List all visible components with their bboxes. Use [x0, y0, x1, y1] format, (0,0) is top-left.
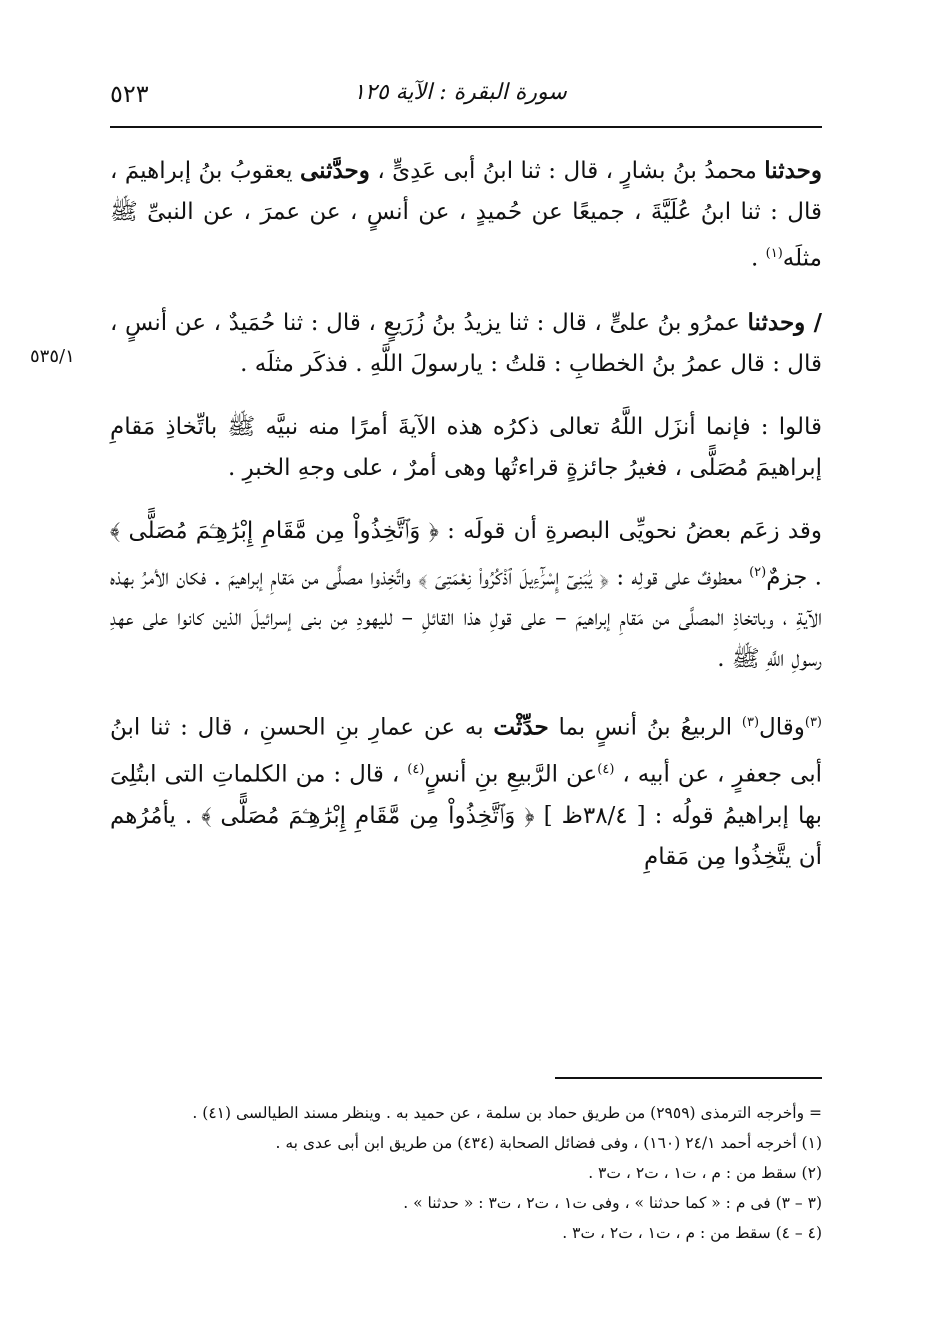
- footnote-2: (٢) سقط من : م ، ت١ ، ت٢ ، ت٣ .: [588, 1164, 822, 1182]
- text-run: وقال: [759, 714, 805, 741]
- text-run: معطوفٌ على قولِه : ﴿ يَٰبَنِىٓ إِسْرَٰٓءِيلَ ٱذْكُرُواْ نِعْمَتِىَ ﴾ واتَّخِذوا مصلًّى من مَقامِ إبراهيمَ . فكان الأمرُ بهذه الآيةِ ، وباتخاذِ المصلَّى من مَقامِ إبراهيمَ – على قولِ هذا القائلِ – لليهودِ مِن بنى إسرائيلَ الذين كانوا على عهدِ رسولِ اللَّهِ ﷺ .: [110, 564, 822, 673]
- paragraph-4: [110, 511, 822, 681]
- page-number: ٥٢٣: [110, 80, 149, 108]
- footnote-marker: (٣): [741, 715, 760, 731]
- text-run: .: [751, 245, 766, 272]
- footnotes: [110, 1098, 822, 1248]
- paragraph-1: [110, 150, 822, 280]
- body-text: [110, 150, 822, 900]
- footnote-marker: (٣): [804, 715, 822, 731]
- text-run: وقد زعَم بعضُ نحويِّى البصرةِ أن قولَه : ﴿ وَٱتَّخِذُواْ مِن مَّقَامِ إِبْرَٰهِـۧمَ مُصَلًّى ﴾ . جزمٌ: [110, 517, 822, 591]
- running-head: سورة البقرة : الآية ١٢٥: [353, 80, 567, 105]
- text-run: الربيعُ بنُ أنسٍ بما: [548, 714, 742, 741]
- text-run: محمدُ بنُ بشارٍ ، قال : ثنا ابنُ أبى عَدِىٍّ ،: [369, 158, 765, 184]
- isnad-keyword: وحدَّثنى: [299, 157, 370, 184]
- header-rule: [110, 126, 822, 128]
- marginal-reference: ٥٣٥/١: [30, 346, 75, 367]
- footnote-marker: (٤): [407, 761, 425, 777]
- footnote-marker: (٤): [597, 761, 615, 777]
- footnote-3: (٣ – ٣) فى م : « كما حدثنا » ، وفى ت١ ، ت٢ ، ت٣ : « حدثنا » .: [403, 1194, 822, 1212]
- text-run: عن الرَّبيعِ بنِ أنسٍ: [424, 761, 598, 788]
- paragraph-5: [110, 702, 822, 877]
- isnad-keyword: وحدثنا: [747, 308, 806, 336]
- text-run: عمرُو بنُ علىٍّ ، قال : ثنا يزيدُ بنُ زُرَيعٍ ، قال : ثنا حُمَيدٌ ، عن أنسٍ ، قال : قال عمرُ بنُ الخطابِ : قلتُ : يارسولَ اللَّهِ . فذكَر مثلَه .: [110, 309, 822, 377]
- footnote-4: (٤ – ٤) سقط من : م ، ت١ ، ت٢ ، ت٣ .: [562, 1224, 822, 1242]
- paragraph-2: [110, 302, 822, 385]
- text-run: ، قال : من الكلماتِ التى ابتُلِىَ بها إبراهيمُ قولُه : [ ٣٨/٤ظ ] ﴿ وَٱتَّخِذُواْ مِن مَّقَامِ إِبْرَٰهِـۧمَ مُصَلًّى ﴾ . يأمُرُهم أن يتَّخِذُوا مِن مَقامِ: [110, 761, 822, 870]
- isnad-keyword: حدِّثْت: [493, 713, 549, 741]
- footnote-1: (١) أخرجه أحمد ٢٤/١ (١٦٠) ، وفى فضائل الصحابة (٤٣٤) من طريق ابن أبى عدى به .: [275, 1134, 822, 1152]
- footnote-rule: [555, 1077, 822, 1079]
- page-break-mark: /: [805, 308, 822, 336]
- footnote-marker: (٢): [749, 564, 767, 580]
- isnad-keyword: وحدثنا: [764, 157, 822, 184]
- footnote-continuation: = وأخرجه الترمذى (٢٩٥٩) من طريق حماد بن سلمة ، عن حميد به . وينظر مسند الطيالسى (٤١) .: [192, 1104, 822, 1122]
- text-run: به عن عمارِ بنِ الحسنِ ، قال : ثنا ابنُ أبى جعفرٍ ، عن أبيه ،: [110, 714, 822, 788]
- paragraph-3: قالوا : فإنما أنزَل اللَّهُ تعالى ذكرُه هذه الآيةَ أمرًا منه نبيَّه ﷺ باتِّخاذِ مَقامِ إبراهيمَ مُصَلًّى ، فغيرُ جائزةٍ قراءتُها وهى أمرٌ ، على وجهِ الخبرِ .: [110, 413, 822, 481]
- text-run: يعقوبُ بنُ إبراهيمَ ، قال : ثنا ابنُ عُلَيَّةَ ، جميعًا عن حُميدٍ ، عن أنسٍ ، عن عمرَ ، عن النبىِّ ﷺ مثلَه: [110, 158, 822, 272]
- footnote-marker: (١): [765, 246, 783, 261]
